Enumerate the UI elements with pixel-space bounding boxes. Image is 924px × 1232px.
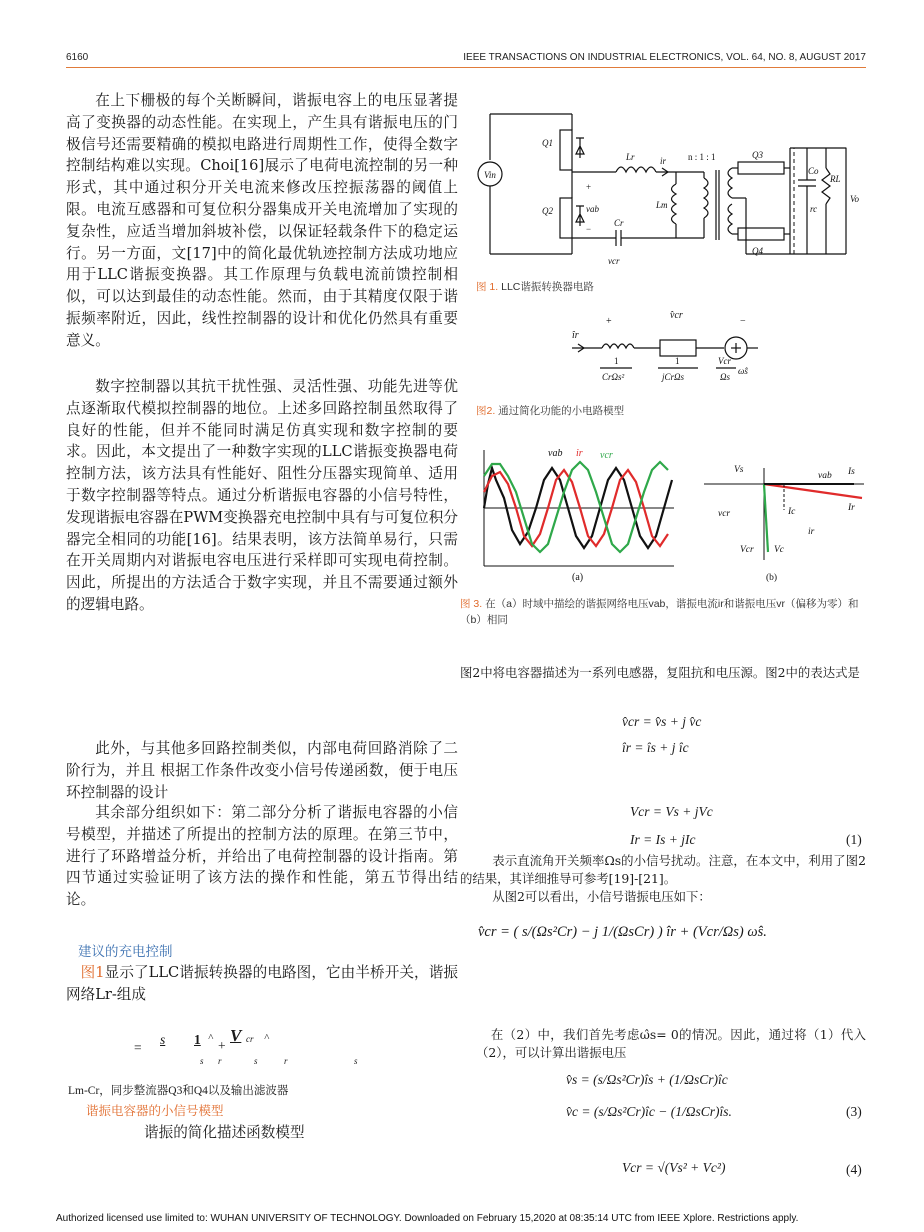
fig1-label-lm: Lm [656,200,668,210]
frag-equals: = [134,1040,142,1055]
fig3b-label-ir-phasor: Ir [848,503,855,513]
right-paragraph-2: 表示直流角开关频率Ωs的小信号扰动。注意，在本文中，利用了图2的结果，其详细推导可参考[19]-[21]。 [460,853,866,886]
fig2-caption [476,403,624,419]
frag-plus: + [218,1038,226,1053]
fig3-phasor-vcr [764,484,768,552]
fig2-label-minus: − [740,316,746,327]
fig3-caption-label: 图 3. [460,598,483,610]
equation-a1: v̂cr = v̂s + j v̂c [622,714,702,729]
fig1-caption-text: LLC谐振转换器电路 [498,281,594,293]
section-title: 建议的充电控制 [78,944,173,959]
left-paragraph-5 [66,962,458,1006]
fig2-label-vcr: v̂cr [670,310,683,321]
fig3a-label-vcr: vcr [600,450,613,461]
fig1-label-ratio: n : 1 : 1 [688,152,716,162]
frag-sub-s-1: s [200,1056,204,1066]
frag-one: 1 [194,1032,201,1047]
fig3b-label-vab: vab [818,471,832,481]
fig2-label-one-a: 1 [614,356,619,366]
fig2-label-plus: + [606,316,612,327]
fig1-label-vo: Vo [850,194,859,204]
fig3b-label-ic: Ic [788,507,796,517]
fig3-waveform-phasor [478,440,870,588]
left-equation-fragment [130,1028,430,1072]
fig2-label-jcrws: jCrΩs [662,372,685,382]
equation-2: v̂cr = ( s/(Ωs²Cr) − j 1/(ΩsCr) ) îr + (Vcr/Ωs) ω̂s. [478,924,767,940]
equation-b2: Ir = Is + jIc [630,832,696,847]
frag-V: V [230,1026,242,1045]
frag-s: s [160,1032,166,1047]
fig2-label-crws2: CrΩs² [602,372,625,382]
fig2-caption-label: 图2. [476,405,496,417]
fig1-label-q4: Q4 [752,246,763,256]
fig3b-label-vc: Vc [774,545,785,555]
right-paragraph-4: 在（2）中，我们首先考虑ω̂s= 0的情况。因此，通过将（1）代入（2），可以计算出谐振电压 [476,1027,866,1060]
fig1-label-minus: − [586,224,592,234]
equation-b1: Vcr = Vs + jVc [630,804,713,819]
left-paragraph-2: 数字控制器以其抗干扰性强、灵活性强、功能先进等优点逐渐取代模拟控制器的地位。上述多回路控制虽然取得了良好的性能，但并不能同时满足仿真实现和数字控制的要求。因此，本文提出了一种数字实现的LLC谐振变换器电荷控制方法，该方法具有性能好、阻性分压器实现简单、适用于数字控制器等特点。通过分析谐振电容器的小信号特性，发现谐振电容器在PWM变换器充电控制中具有与可复位积分器完全相同的功能[16]。结果表明，该方法简单易行，只需在开关周期内对谐振电容电压进行采样即可实现电荷控制。因此，所提出的方法适合于数字实现，并且不需要通过额外的逻辑电路。 [66,378,458,613]
equation-3a: v̂s = (s/Ωs²Cr)îs + (1/ΩsCr)îc [566,1072,728,1087]
fig3-caption-text: 在（a）时域中描绘的谐振网络电压vab，谐振电流ir和谐振电压vr（偏移为零）和（b）相同 [460,598,859,626]
sub-heading: 谐振电容器的小信号模型 [86,1104,224,1118]
frag-sub-r-1: r [218,1056,222,1066]
fig2-label-one-b: 1 [675,356,680,366]
equation-4: Vcr = √(Vs² + Vc²) [622,1160,726,1175]
page-number: 6160 [66,52,89,63]
fig1-label-q2: Q2 [542,206,553,216]
fig3-phasor-ir [764,484,862,498]
fig2-label-vcr-frac: Vcr [718,356,731,366]
fig1-label-cr: Cr [614,218,624,228]
left-paragraph-3: 此外，与其他多回路控制类似，内部电荷回路消除了二阶行为，并且 根据工作条件改变小信号传递函数，便于电压环控制器的设计 [66,740,458,801]
fig1-label-vcr: vcr [608,256,620,266]
fig2-label-ir: îr [572,330,579,341]
left-paragraph-4: 其余部分组织如下：第二部分分析了谐振电容器的小信号模型，并描述了所提出的控制方法的原理。在第三节中，进行了环路增益分析，并给出了电荷控制器的设计指南。第四节通过实验证明了该方法的操作和性能，第五节得出结论。 [66,804,458,909]
fig3a-label-ir: ir [576,448,583,459]
left-paragraph-5-text: 显示了LLC谐振转换器的电路图，它由半桥开关，谐振网络Lr-组成 [66,964,458,1003]
fig2-caption-text: 通过简化功能的小电路模型 [495,405,625,417]
equation-1-number: (1) [846,832,862,847]
fig3b-label-vs: Vs [734,465,744,475]
fig1-circuit-diagram [476,108,868,268]
fig3-caption [460,596,860,628]
fig1-label-lr: Lr [626,152,635,162]
fig2-label-omega-hat: ω̂s [738,366,748,376]
fig3b-label-vcr-small: vcr [718,509,731,519]
fig3b-label-ir-small: ir [808,527,815,537]
right-paragraph-1: 图2中将电容器描述为一系列电感器，复阻抗和电压源。图2中的表达式是 [460,665,860,680]
frag-cr: cr [246,1034,254,1044]
fig1-label-plus: + [586,182,592,192]
fig3a-label-a: (a) [572,572,584,583]
equation-3-number: (3) [846,1104,862,1119]
fig3b-label-b: (b) [766,573,778,583]
left-paragraph-6: Lm-Cr，同步整流器Q3和Q4以及输出滤波器 [68,1085,289,1097]
left-paragraph-1: 在上下栅极的每个关断瞬间，谐振电容上的电压显著提高了变换器的动态性能。在实现上，产生具有谐振电压的门极信号还需要精确的模拟电路进行周期性工作，使得全数字控制结构难以实现。Choi[16]展示了电荷电流控制的另一种形式，其中通过积分开关电流来修改压控振荡器的阈值上限。电流互感器和可复位积分器集成开关电流增加了实现的复杂性，应适当增加斜坡补偿，以保证轻载条件下的稳定运行。另一方面，文[17]中的简化最优轨迹控制方法成功地应用于LLC谐振变换器。其工作原理与负载电流前馈控制相似，可以达到最佳的动态性能。然而，由于其精度仅限于谐振频率附近，因此，线性控制器的设计和优化仍然具有重要意义。 [66,92,458,349]
fig1-label-vab: vab [586,204,599,214]
equation-a2: îr = îs + j îc [622,740,689,755]
frag-hat-1: ^ [208,1032,213,1044]
fig1-ref-link[interactable]: 图1 [80,964,105,981]
journal-header: IEEE TRANSACTIONS ON INDUSTRIAL ELECTRONICS, VOL. 64, NO. 8, AUGUST 2017 [463,52,866,63]
frag-sub-s-3: s [354,1056,358,1066]
fig1-label-q3: Q3 [752,150,763,160]
header-rule [66,67,866,68]
fig3b-label-is: Is [848,467,855,477]
footer-license: Authorized licensed use limited to: WUHAN UNIVERSITY OF TECHNOLOGY. Downloaded on February 15,2020 at 08:35:14 UTC from IEEE Xplore. Restrictions apply. [56,1213,799,1224]
fig2-label-ws: Ωs [720,372,731,382]
fig1-label-rc: rc [810,204,818,214]
fig1-label-rl: RL [830,174,841,184]
fig1-label-vin: Vin [484,170,496,180]
fig3b-label-vcr: Vcr [740,545,754,555]
fig3a-label-vab: vab [548,448,563,459]
fig1-label-ir: ir [660,156,667,166]
fig1-label-co: Co [808,166,819,176]
equation-3b: v̂c = (s/Ωs²Cr)îc − (1/ΩsCr)îs. [566,1104,732,1119]
fig2-small-signal-model [560,306,760,396]
fig1-label-q1: Q1 [542,138,553,148]
equation-4-number: (4) [846,1162,862,1177]
fig1-caption-label: 图 1. [476,281,499,293]
frag-hat-2: ^ [264,1032,269,1044]
right-paragraph-3: 从图2可以看出，小信号谐振电压如下： [492,889,711,904]
frag-sub-r-2: r [284,1056,288,1066]
sub-line: 谐振的简化描述函数模型 [144,1124,305,1141]
frag-sub-s-2: s [254,1056,258,1066]
fig1-caption [476,279,594,295]
